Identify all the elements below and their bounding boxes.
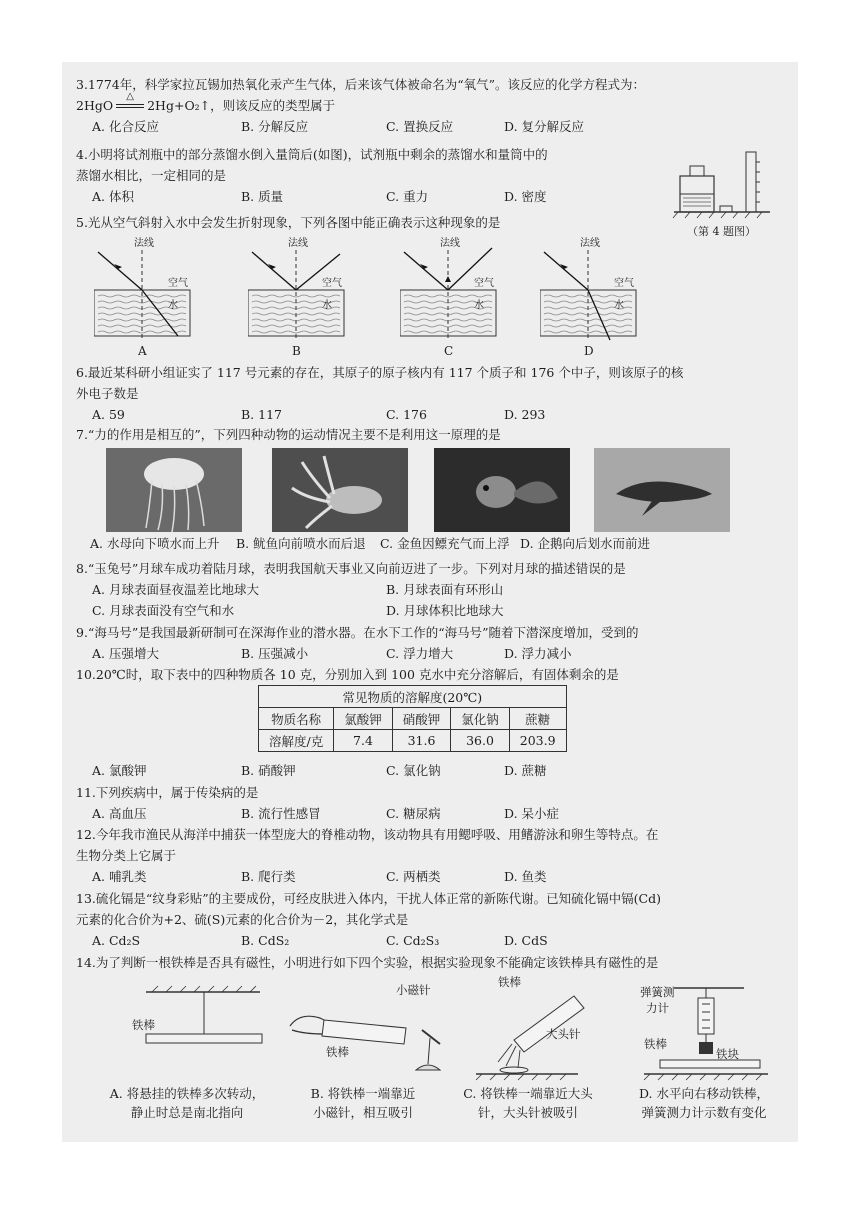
question-13-stem-1: 13.硫化镉是“纹身彩贴”的主要成份，可经皮肤进入体内，干扰人体正常的新陈代谢。已知硫化镉中镉(Cd) (76, 891, 661, 906)
question-8-options-row-2 (76, 600, 626, 621)
question-12-options (76, 866, 658, 887)
question-4-figure-caption: （第 4 题图） (687, 225, 756, 238)
option-b[interactable]: B. 爬行类 (241, 869, 296, 884)
option-d[interactable]: D. 293 (504, 407, 546, 422)
water-label: 水 (322, 300, 332, 311)
option-d[interactable]: D. 鱼类 (504, 869, 547, 884)
option-a[interactable]: A. 化合反应 (92, 119, 159, 134)
label-spring-2: 力计 (646, 1001, 669, 1015)
diagram-label: C (444, 344, 454, 358)
option-a[interactable]: A. 哺乳类 (92, 869, 147, 884)
question-9 (76, 622, 639, 664)
question-5 (76, 212, 500, 233)
header-cell: 氯化钠 (451, 708, 510, 730)
table-title: 常见物质的溶解度(20℃) (259, 686, 567, 708)
question-12 (76, 824, 658, 887)
label-rod-c: 铁棒 (498, 975, 521, 989)
option-b[interactable]: B. 117 (241, 407, 282, 422)
air-label: 空气 (322, 278, 342, 289)
option-d[interactable]: D. 复分解反应 (504, 119, 585, 134)
table-cell: 溶解度/克 (259, 730, 334, 752)
option-d[interactable]: D. 密度 (504, 189, 547, 204)
option-b[interactable]: B. 鱿鱼向前喷水而后退 (236, 536, 366, 551)
option-b[interactable]: B. 分解反应 (241, 119, 309, 134)
option-b[interactable]: B. 月球表面有环形山 (386, 582, 504, 597)
question-6-options (76, 404, 683, 425)
solubility-table (258, 685, 567, 752)
option-a[interactable]: A. 氯酸钾 (92, 763, 147, 778)
question-13-options (76, 930, 661, 951)
header-cell: 物质名称 (259, 708, 334, 730)
header-cell: 硝酸钾 (392, 708, 451, 730)
refraction-diagram-c[interactable] (400, 240, 510, 360)
option-c[interactable]: C. 月球表面没有空气和水 (92, 603, 235, 618)
question-10-stem: 10.20℃时，取下表中的四种物质各 10 克，分别加入到 100 克水中充分溶解后，有固体剩余的是 (76, 667, 619, 682)
question-3-stem-tail: ，则该反应的类型属于 (210, 98, 336, 113)
option-d[interactable]: D. CdS (504, 933, 548, 948)
option-b[interactable]: B. CdS₂ (241, 933, 290, 948)
question-7 (76, 424, 501, 445)
question-6-stem-2: 外电子数是 (76, 386, 139, 401)
option-a[interactable]: A. 高血压 (92, 806, 147, 821)
jellyfish-photo (106, 448, 242, 532)
table-cell: 31.6 (392, 730, 451, 752)
question-9-stem: 9.“海马号”是我国最新研制可在深海作业的潜水器。在水下工作的“海马号”随着下潜深度增加，受到的 (76, 625, 639, 640)
question-11-stem: 11.下列疾病中，属于传染病的是 (76, 785, 259, 800)
question-7-stem: 7.“力的作用是相互的”，下列四种动物的运动情况主要不是利用这一原理的是 (76, 427, 501, 442)
option-c[interactable]: C. 置换反应 (386, 119, 454, 134)
refraction-diagram-b[interactable] (248, 240, 358, 360)
equation-condition: △ (113, 95, 147, 116)
diagram-label: B (292, 344, 301, 358)
option-d[interactable]: D. 水平向右移动铁棒， 弹簧测力计示数有变化 (638, 1086, 770, 1120)
option-a[interactable]: A. 体积 (92, 189, 134, 204)
question-4-stem-1: 4.小明将试剂瓶中的部分蒸馏水倒入量筒后(如图)，试剂瓶中剩余的蒸馏水和量筒中的 (76, 147, 548, 162)
option-c[interactable]: C. 氯化钠 (386, 763, 441, 778)
penguin-photo (594, 448, 730, 532)
option-a[interactable]: A. 压强增大 (92, 646, 159, 661)
question-13-stem-2: 元素的化合价为+2、硫(S)元素的化合价为－2，其化学式是 (76, 912, 409, 927)
label-spring-1: 弹簧测 (640, 985, 675, 999)
goldfish-photo (434, 448, 570, 532)
air-label: 空气 (614, 278, 634, 289)
option-d[interactable]: D. 月球体积比地球大 (386, 603, 504, 618)
question-10 (76, 664, 619, 685)
table-header-row (259, 708, 567, 730)
header-cell: 氯酸钾 (334, 708, 393, 730)
option-d[interactable]: D. 企鹅向后划水而前进 (520, 536, 651, 551)
refraction-diagram-a[interactable] (94, 240, 204, 360)
question-3 (76, 74, 645, 137)
label-rod-d: 铁棒 (644, 1037, 667, 1051)
figure-14a-suspended-rod (132, 984, 272, 1082)
option-a[interactable]: A. 月球表面昼夜温差比地球大 (92, 582, 259, 597)
table-cell: 203.9 (509, 730, 566, 752)
question-12-stem-2: 生物分类上它属于 (76, 848, 177, 863)
question-8-stem: 8.“玉兔号”月球车成功着陆月球，表明我国航天事业又向前迈进了一步。下列对月球的描述错误的是 (76, 561, 626, 576)
option-c[interactable]: C. 将铁棒一端靠近大头 针，大头针被吸引 (463, 1086, 593, 1120)
question-11-options (76, 803, 560, 824)
option-b[interactable]: B. 硝酸钾 (241, 763, 296, 778)
option-b[interactable]: B. 将铁棒一端靠近 小磁针，相互吸引 (310, 1086, 416, 1120)
question-3-options (76, 116, 645, 137)
squid-photo (272, 448, 408, 532)
diagram-label: A (138, 344, 147, 358)
exam-page (62, 62, 798, 1142)
question-6 (76, 362, 683, 425)
option-b[interactable]: B. 流行性感冒 (241, 806, 321, 821)
option-b[interactable]: B. 质量 (241, 189, 284, 204)
option-d[interactable]: D. 蔗糖 (504, 763, 547, 778)
water-label: 水 (614, 300, 624, 311)
question-3-stem: 3.1774年，科学家拉瓦锡加热氧化汞产生气体，后来该气体被命名为“氧气”。该反应的化学方程式为： (76, 77, 646, 92)
option-a[interactable]: A. Cd₂S (92, 933, 141, 948)
equation-right: 2Hg+O₂↑ (147, 98, 211, 113)
question-13 (76, 888, 661, 951)
label-rod-b: 铁棒 (326, 1045, 349, 1059)
option-c[interactable]: C. 浮力增大 (386, 646, 454, 661)
option-d[interactable]: D. 浮力减小 (504, 646, 572, 661)
air-label: 空气 (168, 278, 188, 289)
option-c[interactable]: C. 重力 (386, 189, 429, 204)
option-c[interactable]: C. 糖尿病 (386, 806, 441, 821)
air-label: 空气 (474, 278, 494, 289)
option-a[interactable]: A. 将悬挂的铁棒多次转动， 静止时总是南北指向 (109, 1086, 265, 1120)
option-a[interactable]: A. 59 (92, 407, 125, 422)
label-block: 铁块 (716, 1047, 739, 1061)
table-cell: 7.4 (334, 730, 393, 752)
normal-label: 法线 (134, 238, 154, 249)
question-12-stem-1: 12.今年我市渔民从海洋中捕获一体型庞大的脊椎动物，该动物具有用鳃呼吸、用鳍游泳和卵生等特点。在 (76, 827, 659, 842)
question-8 (76, 558, 626, 621)
header-cell: 蔗糖 (509, 708, 566, 730)
question-11 (76, 782, 560, 824)
question-14-stem: 14.为了判断一根铁棒是否具有磁性，小明进行如下四个实验，根据实验现象不能确定该铁棒具有磁性的是 (76, 955, 659, 970)
question-5-stem: 5.光从空气斜射入水中会发生折射现象，下列各图中能正确表示这种现象的是 (76, 215, 501, 230)
water-label: 水 (168, 300, 178, 311)
figure-14b-rod-and-needle (280, 984, 450, 1082)
table-cell: 36.0 (451, 730, 510, 752)
question-4-stem-2: 蒸馏水相比，一定相同的是 (76, 168, 227, 183)
option-d[interactable]: D. 呆小症 (504, 806, 560, 821)
option-c[interactable]: C. Cd₂S₃ (386, 933, 440, 948)
table-row (259, 730, 567, 752)
question-3-equation (76, 91, 645, 116)
question-8-options-row-1 (76, 579, 626, 600)
bottle-cylinder-figure (670, 148, 780, 224)
question-9-options (76, 643, 639, 664)
option-c[interactable]: C. 两栖类 (386, 869, 441, 884)
label-rod-a: 铁棒 (132, 1018, 155, 1032)
option-c[interactable]: C. 金鱼因鳔充气而上浮 (380, 536, 510, 551)
option-b[interactable]: B. 压强减小 (241, 646, 309, 661)
question-14 (76, 952, 658, 973)
normal-label: 法线 (580, 238, 600, 249)
label-needle: 小磁针 (396, 983, 431, 997)
option-c[interactable]: C. 176 (386, 407, 427, 422)
label-pin: 大头针 (546, 1027, 581, 1041)
water-label: 水 (474, 300, 484, 311)
normal-label: 法线 (440, 238, 460, 249)
refraction-diagram-d[interactable] (540, 240, 650, 360)
question-4 (76, 144, 548, 207)
diagram-label: D (584, 344, 594, 358)
question-4-options (76, 186, 548, 207)
equation-left: 2HgO (76, 98, 114, 113)
question-6-stem-1: 6.最近某科研小组证实了 117 号元素的存在，其原子的原子核内有 117 个质子和 176 个中子，则该原子的核 (76, 365, 684, 380)
normal-label: 法线 (288, 238, 308, 249)
option-a[interactable]: A. 水母向下喷水而上升 (90, 536, 220, 551)
